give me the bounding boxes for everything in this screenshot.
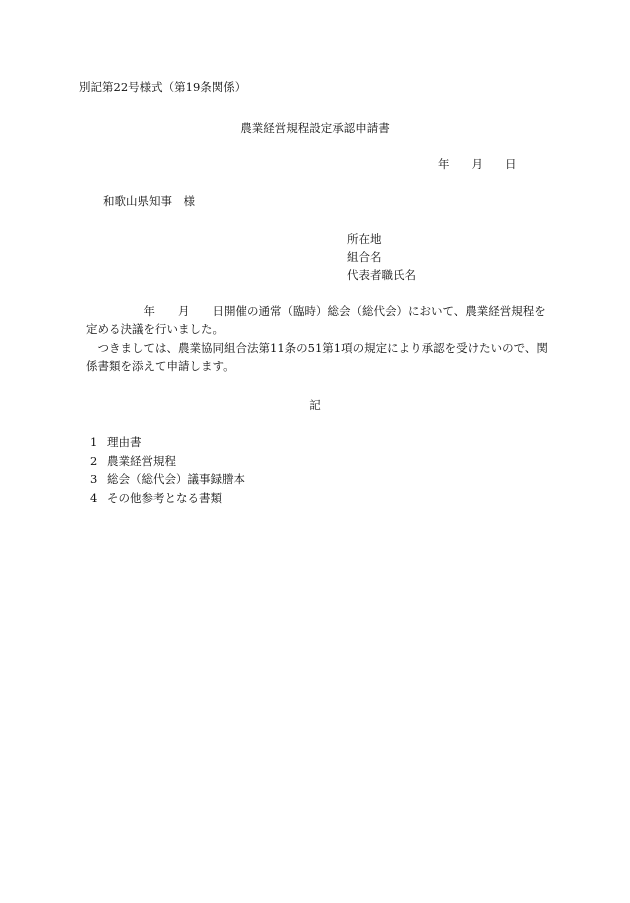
- list-item: [90, 491, 245, 510]
- date-month: 月: [471, 157, 483, 171]
- list-item-number: 4: [90, 490, 98, 505]
- list-item-label: 理由書: [107, 435, 142, 449]
- list-item: [90, 454, 245, 473]
- list-item-label: その他参考となる書類: [107, 490, 222, 505]
- list-item-number: 1: [90, 435, 98, 449]
- list-item-label: 総会（総代会）議事録謄本: [107, 472, 245, 486]
- form-label: 別記第22号様式（第19条関係）: [79, 80, 247, 94]
- body-paragraph-2: つきましては、農業協同組合法第11条の51第1項の規定により承認を受けたいので、関係書類を添えて申請します。: [86, 341, 548, 373]
- date-day: 日: [505, 157, 517, 171]
- list-item-number: 2: [90, 453, 98, 468]
- list-item: [90, 472, 245, 491]
- list-item: [90, 435, 245, 454]
- addressee: 和歌山県知事 様: [103, 194, 195, 208]
- ki-heading: 記: [309, 398, 321, 412]
- date-year: 年: [438, 157, 450, 171]
- applicant-address-label: 所在地: [347, 232, 382, 246]
- list-item-label: 農業経営規程: [107, 453, 176, 468]
- list-item-number: 3: [90, 472, 98, 486]
- applicant-representative-label: 代表者職氏名: [347, 268, 416, 282]
- date-line: [438, 157, 517, 171]
- body-paragraph-1: 年 月 日開催の通常（臨時）総会（総代会）において、農業経営規程を定める決議を行いました。: [86, 304, 546, 336]
- applicant-union-name-label: 組合名: [347, 250, 382, 264]
- attachment-list: [90, 435, 245, 509]
- document-title: 農業経営規程設定承認申請書: [240, 121, 390, 135]
